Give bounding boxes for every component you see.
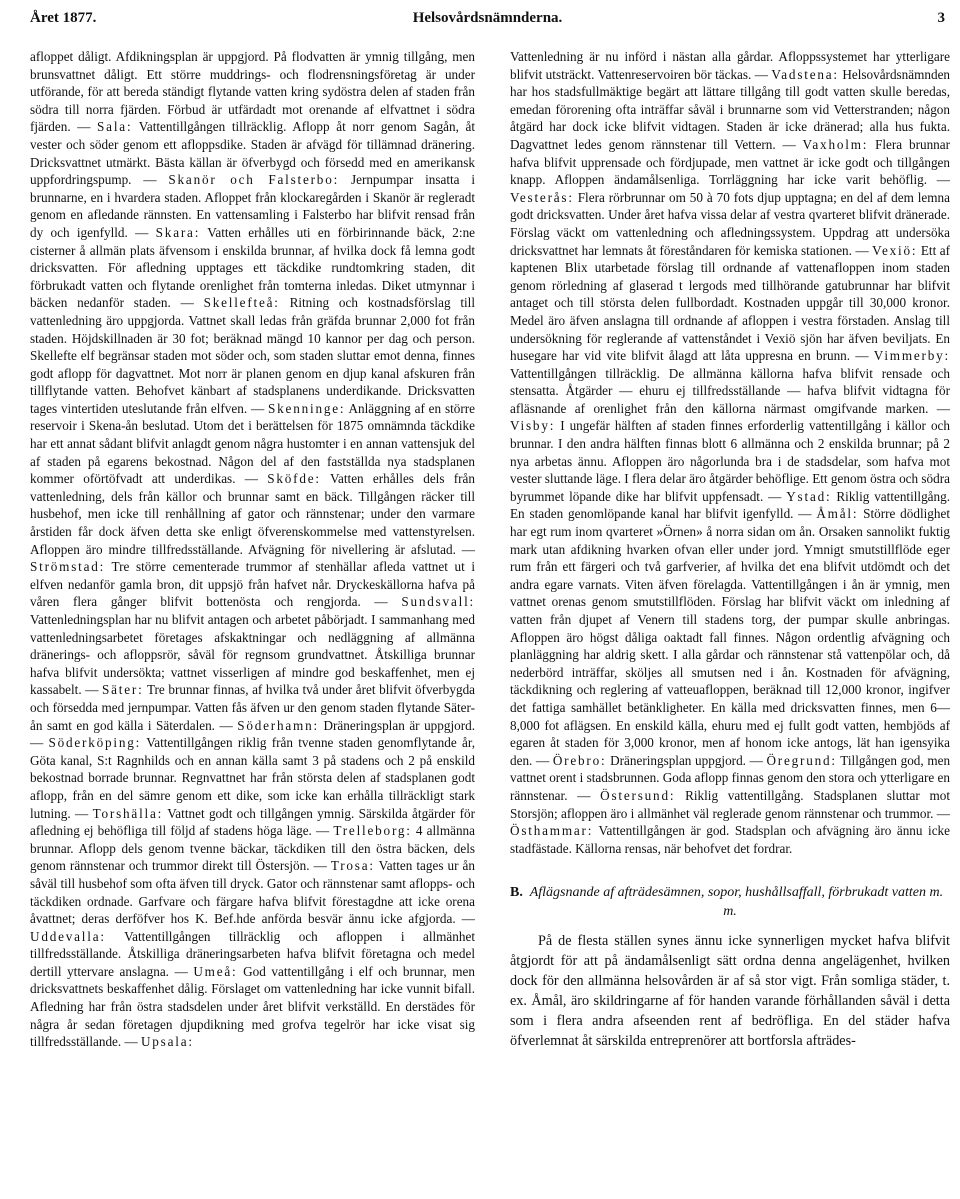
town-name: Vaxholm:	[802, 136, 869, 152]
text-run: Jernpumpar insatta i brunnarne, en i hvardera staden. Afloppet från klockaregården i Skanör är regleradt genom en afledande rännsten. En vattensamling i Falsterbo har blifvit rensad från dy och igenfylld. —	[30, 172, 476, 240]
town-name: Vesterås:	[510, 189, 574, 205]
town-name: Östhammar:	[510, 823, 594, 839]
text-paragraph	[30, 48, 475, 1051]
town-name: Ystad:	[786, 488, 832, 504]
section-heading	[510, 883, 950, 921]
town-name: Visby:	[510, 418, 556, 434]
text-run: Vatten tages ur ån såväl till husbehof som ofta äfven till dryck. Gator och rännstenar samt aflopps- och täckdiken ordnade. Garfvare och färgare hafva blifvit förestagdne att icke orena åvattnet; deras derföfver hos K. Bef.hde anförda besvär ännu icke afgjorda. —	[30, 858, 476, 927]
text-run: I ungefär hälften af staden finnes erforderlig vattentillgång i källor och brunnar. I den andra hälften finnas blott 6 allmänna och 2 enskilda brunnar; på 2 nya arbetas ännu. Afloppen äro någorlunda bra i de stadsdelar, som hafva mot vester sluttande läge. I flera delar äro åtgärder behöflige. Ett genom östra och södra byrummet löpande dike har blifvit uppfensadt. —	[510, 418, 950, 504]
town-name: Umeå:	[193, 963, 238, 979]
town-name: Vadstena:	[771, 66, 839, 82]
text-run: Tillgången god, men vattnet orent i stadsbrunnen. Goda aflopp finnas genom den stora och ytterligare en rännstenar. —	[510, 752, 951, 803]
page-number: 3	[937, 10, 945, 26]
text-run: Vattentillgången är god. Stadsplan och afvägning äro ännu icke stadfästade. Källorna rensas, när behofvet det fordrar.	[510, 823, 950, 856]
town-name: Skellefteå:	[203, 295, 280, 311]
town-name: Säter:	[102, 682, 144, 698]
text-run: God vattentillgång i elf och brunnar, men dricksvattnets beskaffenhet dålig. Förslaget om vattenledning har icke vunnit bifall. Afledning har från östra stadsdelen under året blifvit verkställd. En derstädes för några år sedan företagen djupdikning med grofva tegelrör har icke visat sig tillfredsställande. —	[30, 963, 475, 1050]
text-run: Vatten erhålles uti en förbirinnande bäck, 2:ne cisterner å allmän plats äfvensom i enskilda brunnar, af hvilka dock få lemna godt dricksvatten. För afledning upptages ett täckdike rundtomkring staden, dit förbrukadt vatten och flytande orenlighet från tomterna inledas. Diket utmynnar i bäcken nedanför staden. —	[30, 224, 476, 311]
text-run: Vattentillgången tillräcklig och afloppen i allmänhet tillfredsställande. Åtskilliga dräneringsarbeten hafva blifvit företagna och medel dertill yttervare anslagna. —	[30, 928, 475, 979]
town-name: Örebro:	[552, 752, 607, 768]
text-run: Riklig vattentillgång. Stadsplanen sluttar mot Storsjön; afloppen äro i allmänhet väl reglerade genom rännstenar och trummor. —	[510, 787, 951, 821]
town-name: Öregrund:	[766, 752, 837, 768]
text-run: Vattentillgången tillräcklig. Aflopp åt norr genom Sagån, åt vester och söder genom ett afloppsdike. Staden är afvägd för tillämnad dränering. Dricksvattnet utmärkt. Bästa källan är öfverbygd och försedd med en amerikansk uppfordringspump. —	[30, 119, 476, 188]
town-name: Strömstad:	[30, 559, 106, 575]
town-name: Uddevalla:	[30, 928, 106, 944]
town-name: Skara:	[155, 224, 201, 240]
text-run: afloppet dåligt. Afdikningsplan är uppgjord. På flodvatten är ymnig tillgång, men brunsvattnet dåligt. Ett större muddrings- och flodrensningsföretag är under utförande, för att bereda ständigt flytande vatten kring sydöstra delen af staden från södra till norra fjärden. Förbud är utfärdadt mot orenande af elfvattnet i södra fjärden. —	[30, 49, 475, 135]
text-run: Vatten erhålles dels från vattenledning, dels från källor och brunnar samt en bäck. Tillgången räcker till husbehof, men icke till renhållning af gator och rännstenar; under den varmare årstiden får dock äfven detta ske enligt öfverenskommelse med vattenstyrelsen. Afloppen äro mindre tillfredsställande. Afvägning för nivellering är afslutad. —	[30, 471, 475, 557]
town-name: Sala:	[97, 119, 133, 135]
town-name: Skenninge:	[268, 400, 346, 416]
text-run: Vattenledningsplan har nu blifvit antagen och arbetet påbörjadt. I sammanhang med vattenledningsarbetet företages afskaktningar och nedläggning af allmänna dränerings- och afloppsrör, såväl för regnsom grundvattnet. Åtskilliga brunnar hafva blifvit undersökta; vattnet visserligen af mindre god beskaffenhet, men ej kassabelt. —	[30, 612, 475, 698]
town-name: Östersund:	[600, 787, 676, 803]
town-name: Upsala:	[140, 1034, 194, 1050]
text-run: Vattnet godt och tillgången ymnig. Särskilda åtgärder för afledning ej behöfliga till följd af stadens höga läge. —	[30, 805, 475, 839]
town-name: Söderköping:	[48, 735, 142, 751]
text-run: Dräneringsplan uppgjord. —	[610, 752, 763, 768]
text-run: Dräneringsplan är uppgjord. —	[30, 717, 476, 751]
town-name: Torshälla:	[92, 805, 164, 821]
town-name: Sköfde:	[267, 471, 321, 487]
town-name: Vimmerby:	[873, 348, 951, 364]
right-column	[510, 48, 950, 1051]
town-name: Trelleborg:	[333, 823, 412, 839]
text-run: Flera rörbrunnar om 50 à 70 fots djup upptagna; en del af dem lemna godt dricksvatten. Under året hafva vissa delar af vestra qvarteret blifvit dränerade. Förslag väckt om vattenledning och afledningssystem. Uppdrag att undersöka dricksvattnet har lemnats åt föreståndaren för kemiska stationen. —	[510, 189, 950, 258]
text-run: Tre brunnar finnas, af hvilka två under året blifvit öfverbygda och försedda med jernpumpar. Vatten fås äfven ur den genom staden flytande Säter-ån samt en god källa i Säterdalen. —	[30, 682, 476, 733]
text-run: Riklig vattentillgång. En staden genomlöpande kanal har blifvit igenfylld. —	[510, 488, 951, 522]
town-name: Sundsvall:	[401, 594, 475, 610]
running-head-title: Helsovårdsnämnderna.	[412, 10, 563, 26]
section-letter: B.	[510, 885, 523, 901]
town-name: Vexiö:	[872, 242, 918, 258]
town-name: Skanör och Falsterbo:	[168, 172, 340, 188]
text-run: Vattentillgången riklig från tvenne staden genomflytande år, Göta kanal, S:t Ragnhilds och en annan källa samt 3 på stadens och 2 på enskild bekostnad borrade brunnar. Regnvattnet har från största delen af stadsplanen godt aflopp, från en del sämre genom ett dike, som icke kan erhålla tillräckligt stark lutning. —	[30, 735, 476, 821]
page-header	[30, 10, 945, 36]
section-title: Aflägsnande af afträdesämnen, sopor, hushållsaffall, förbrukadt vatten m. m.	[529, 885, 944, 920]
text-run: Ritning och kostnadsförslag till vattenledning äro uppgjorda. Vattnet skall ledas från gräfda brunnar 2,000 fot från staden. Höjdskillnaden är 30 fot; beräknad mängd 10 kannor per dag och person. Skellefte elf begränsar staden mot söder och, som staden sluttar emot denna, finnes godt aflopp för dagvattnet. Mot norr är planen genom en djup kanal afskuren från tillflytande vatten. Behofvet känbart af stadsplanens underdikande. Dricksvatten tages vintertiden uteslutande från elfven. —	[30, 295, 475, 416]
running-head-year: Året 1877.	[30, 10, 97, 26]
text-run: Anläggning af en större reservoir i Skena-ån beslutad. Utom det i berättelsen för 1875 omnämnda täckdike har ett annat sådant blifvit anlagdt genom några hustomter i en annan vattensjuk del af staden på egarens bekostnad. Någon del af den fastställda nya stadsplanen kommer oförtöfvadt att underdikas. —	[30, 400, 475, 487]
text-run: Flera brunnar hafva blifvit upprensade och fördjupade, men vattnet är icke godt och tillgången knapp. Afloppen ändamålsenliga. Torrläggning har icke varit behöflig. —	[510, 136, 950, 188]
town-name: Trosa:	[330, 858, 375, 874]
town-name: Åmål:	[816, 506, 859, 522]
text-run: Vattentillgången tillräcklig. De allmänna källorna hafva blifvit rensade och stensatta. Åtgärder — ehuru ej tillfredsställande — hafva blifvit vidtagna för afläsnande af orenlighet från den källorna närmast omgifvande marken. —	[510, 365, 950, 416]
text-run: Tre större cementerade trummor af stenhällar afleda vattnet ut i elfven nedanför gamla bron, dit uppsjö från hafvet når. Dryckeskällorna hafva på våren flera gånger blifvit bottenösta och rengjorda. —	[30, 559, 476, 610]
text-paragraph	[510, 48, 950, 857]
town-name: Söderhamn:	[237, 717, 319, 733]
section-body: På de flesta ställen synes ännu icke synnerligen mycket hafva blifvit åtgjordt för att på ändamålsenligt sätt ordna denna angelägenhet, hvilken dock för den allmänna helsovården är af så stor vigt. Från somliga städer, t. ex. Åmål, äro skildringarne af för handen varande förhållanden såväl i detta som i flera andra afseenden rent af bedröfliga. En del städer hafva öfverlemnat åt särskilda entreprenörer att bortforsla afträdes-	[510, 933, 950, 1050]
text-run: 4 allmänna brunnar. Aflopp dels genom tvenne bäckar, täckdiken till den östra bäcken, dels genom rännstenar och trummor direkt till Östersjön. —	[30, 823, 475, 874]
left-column	[30, 48, 475, 1051]
text-run: Helsovårdsnämnden har hos stadsfullmäktige begärt att lättare tillgång till godt vatten skulle beredas, emedan förorening ofta inträffar såväl i brunnarne som vid Vetterstranden; någon åtgärd har dock icke blifvit vidtagen. Staden är icke dränerad; alla hus fukta. Dagvattnet ledes genom rännstenar till Vettern. —	[510, 66, 951, 152]
text-run: Vattenledning är nu införd i nästan alla gårdar. Afloppssystemet har ytterligare blifvit utsträckt. Vattenreservoiren bör täckas. —	[510, 49, 950, 82]
text-run: Större dödlighet har egt rum inom qvarteret »Örnen» å norra sidan om ån. Orsaken sannolikt fuktig mark utan afdikning hvarken ofvan eller under jord. Ymnigt smutstillflöde eger rum från ett färgeri och två garfverier, af hvilka det ena blifvit utdömdt och det andra egare varnats. Viten äfven förelagda. Vattentillgången i ån är ymnig, men vattnet orenas genom smutstillflöden. Förslag har blifvit väckt om inledning af vatten från djupet af Venern till stadens torg, der pumpar skulle anbringas. Afloppen äro högst dåliga oaktadt fall finnes. Någon ordentlig afvägning och planläggning har aldrig skett. I alla gårdar och rännstenar stå vattenpölar och, då nederbörd inträffar, sköljes all smutsen ned i ån. Kostnaden för afvägning, täckdikning och reglering af vatteuafloppen, beräknad till 12,000 kronor, ingifver det fattiga samhället betänkligheter. En källa med dricksvatten finnes, men 6—8,000 fot aflägsen. En enskild källa, ehuru med ej fullt godt vatten, hembjöds af egaren åt staden för 3,000 kronor, men af honom icke antogs, lät han igensyika den. —	[510, 506, 950, 768]
text-run: Ett af kaptenen Blix utarbetade förslag till ordnande af vattenafloppen inom staden genom rörledning af glaserad t lergods med tillhörande gatubrunnar har blifvit antaget och till största delen fullbordadt. Kostnaden uppgår till 30,000 kronor. Medel äro äfven anslagna till ordnande af afloppen i vestra förstaden. Anslag till undersökning för reglerande af vattenståndet i Vexiö sjön har äfven beviljats. En husegare har vid vite blifvit ålagd att låta uppresna en brunn. —	[510, 242, 950, 364]
